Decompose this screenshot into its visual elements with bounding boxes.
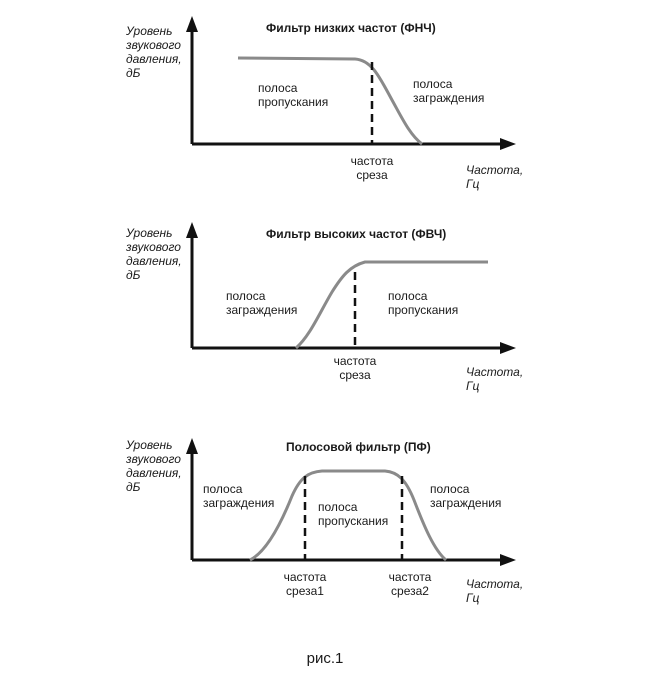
cutoff-label: частота среза: [350, 154, 394, 182]
y-axis-arrow: [186, 438, 198, 454]
bpf-panel: [0, 416, 650, 616]
panel-title: Фильтр низких частот (ФНЧ): [266, 21, 436, 35]
cutoff1-label: частота среза1: [283, 570, 327, 598]
y-axis-arrow: [186, 222, 198, 238]
lpf-panel: [0, 0, 650, 200]
stop-band-left-label: полоса заграждения: [203, 482, 275, 510]
y-axis-label: Уровень звукового давления, дБ: [126, 438, 182, 494]
panel-title: Полосовой фильтр (ПФ): [286, 440, 431, 454]
stop-band-label: полоса заграждения: [413, 77, 485, 105]
pass-band-label: полоса пропускания: [318, 500, 389, 528]
panel-title: Фильтр высоких частот (ФВЧ): [266, 227, 447, 241]
pass-band-label: полоса пропускания: [258, 81, 329, 109]
cutoff-label: частота среза: [333, 354, 377, 382]
hpf-panel: [0, 204, 650, 404]
x-axis-arrow: [500, 138, 516, 150]
cutoff2-label: частота среза2: [388, 570, 432, 598]
figure-caption: рис.1: [306, 650, 344, 667]
x-axis-arrow: [500, 554, 516, 566]
pass-band-label: полоса пропускания: [388, 289, 459, 317]
x-axis-label: Частота, Гц: [466, 577, 524, 605]
y-axis-label: Уровень звукового давления, дБ: [126, 226, 182, 282]
x-axis-label: Частота, Гц: [466, 163, 524, 191]
x-axis-arrow: [500, 342, 516, 354]
x-axis-label: Частота, Гц: [466, 365, 524, 393]
stop-band-label: полоса заграждения: [226, 289, 298, 317]
y-axis-label: Уровень звукового давления, дБ: [126, 24, 182, 80]
stop-band-right-label: полоса заграждения: [430, 482, 502, 510]
y-axis-arrow: [186, 16, 198, 32]
